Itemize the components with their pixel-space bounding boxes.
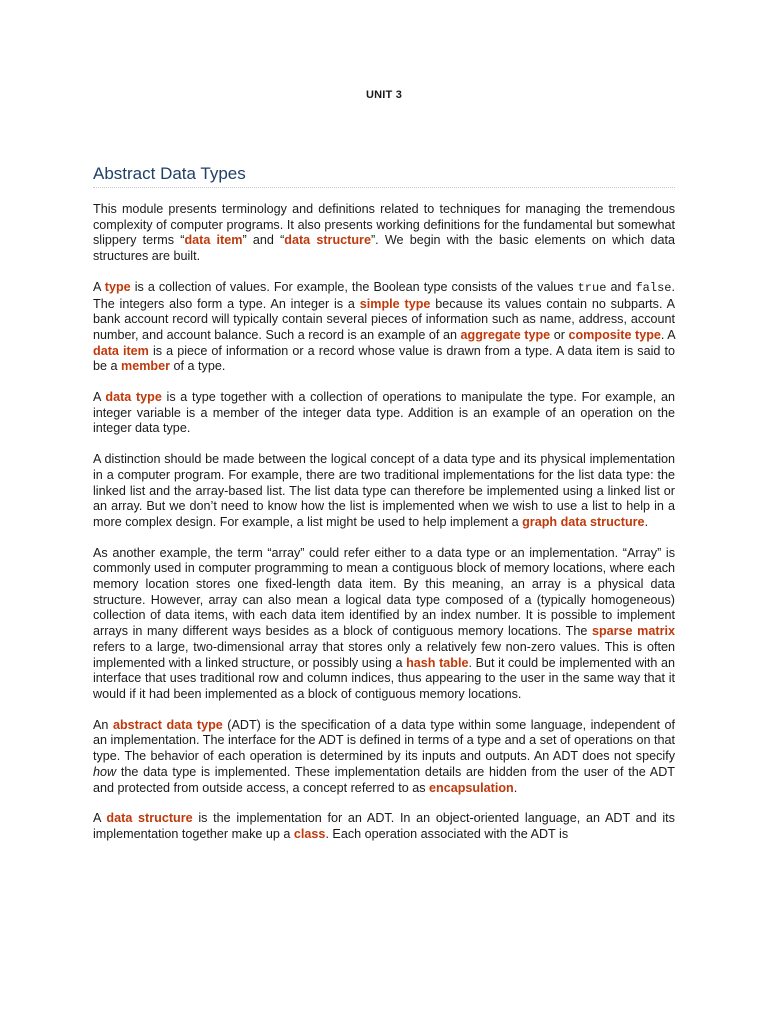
text-run: (ADT) is the specification of a data type within some language, independent of an implementation. The interface for the ADT is defined in terms of a type and a set of operations on that type. The behavior of each operation is determined by its inputs and outputs. An ADT does not specify [93,717,675,764]
text-run: This module presents terminology and definitions related to techniques for managing the tremendous complexity of computer programs. It also presents working definitions for the fundamental but somewhat slippery terms “ [93,202,675,248]
term-hash-table: hash table [406,655,469,670]
text-run: and [606,279,636,294]
term-data-structure: data structure [106,811,193,826]
text-run: . [513,780,518,795]
text-run: of a type. [170,359,226,374]
text-run: . A [660,327,675,342]
unit-label: UNIT 3 [365,89,403,101]
text-run: A distinction should be made between the logical concept of a data type and its physical implementation in a computer program. For example, there are two traditional implementations for the list data type: the linked list and the array-based list. The list data type can therefore be implemented using a linked list or an array. But we don’t need to know how the list is implemented when we wish to use a list to help in a more complex design. For example, a list might be used to help implement a [93,452,675,529]
text-run: An [93,717,113,732]
paragraph-distinction [93,452,675,531]
text-run: refers to a large, two-dimensional array that stores only a relatively few non-zero values. This is often implemented with a linked structure, or possibly using a [93,639,675,670]
term-class: class [293,826,326,841]
term-composite-type: composite type [568,327,661,342]
term-graph-data-structure: graph data structure [522,514,645,529]
paragraph-data-structure [93,811,675,842]
term-data-item: data item [184,233,243,248]
term-sparse-matrix: sparse matrix [591,624,675,639]
text-run: . But it could be implemented with an interface that uses traditional row and column indices, thus appearing to the user in the same way that it would if it had been implemented as a block of contiguous memory locations. [93,655,675,701]
term-encapsulation: encapsulation [429,780,514,795]
term-data-structure: data structure [284,233,371,248]
text-run: . The integers also form a type. An integer is a [93,279,675,311]
term-data-type: data type [105,390,162,405]
text-run: is a type together with a collection of operations to manipulate the type. For example, an integer variable is a member of the integer data type. Addition is an example of an operation on the integer data type. [93,390,675,436]
paragraph-type [93,280,675,375]
text-run: A [93,279,105,294]
text-run: ”. We begin with the basic elements on which data structures are built. [93,233,676,264]
term-member: member [121,359,171,374]
code-true: true [577,280,607,295]
text-run: is a collection of values. For example, the Boolean type consists of the values [130,279,578,294]
text-run: or [550,327,569,342]
text-run: As another example, the term “array” could refer either to a data type or an implementation. “Array” is commonly used in computer programming to mean a contiguous block of memory locations, where each memory location stores one fixed-length data item. By this meaning, an array is a physical data structure. However, array can also mean a logical data type composed of a (typically homogeneous) collection of data items, with each data item identified by an index number. It is possible to implement arrays in many different ways besides as a block of contiguous memory locations. The [93,545,675,639]
text-run: . Each operation associated with the ADT is [325,826,569,841]
term-simple-type: simple type [359,296,431,311]
text-run: is the implementation for an ADT. In an object-oriented language, an ADT and its implementation together make up a [93,811,675,841]
text-run: ” and “ [242,233,285,248]
text-run: is a piece of information or a record whose value is drawn from a type. A data item is said to be a [93,343,675,374]
text-run: because its values contain no subparts. A bank account record will typically contain several pieces of information such as name, address, account number, and account balance. Such a record is an example of an [93,296,676,342]
term-aggregate-type: aggregate type [460,327,551,342]
text-run: the data type is implemented. These implementation details are hidden from the user of the ADT and protected from outside access, a concept referred to as [93,764,675,795]
paragraph-array [93,546,675,703]
text-run: A [93,390,106,405]
term-abstract-data-type: abstract data type [112,717,223,732]
document-body [93,202,675,858]
page-title: Abstract Data Types [93,164,675,188]
paragraph-intro [93,202,675,265]
term-type: type [104,279,131,294]
emphasis-how: how [93,764,117,779]
code-false: false [635,280,672,295]
term-data-item: data item [93,343,149,358]
text-run: A [93,811,107,826]
paragraph-adt [93,718,675,797]
paragraph-data-type [93,390,675,437]
text-run: . [644,514,649,529]
